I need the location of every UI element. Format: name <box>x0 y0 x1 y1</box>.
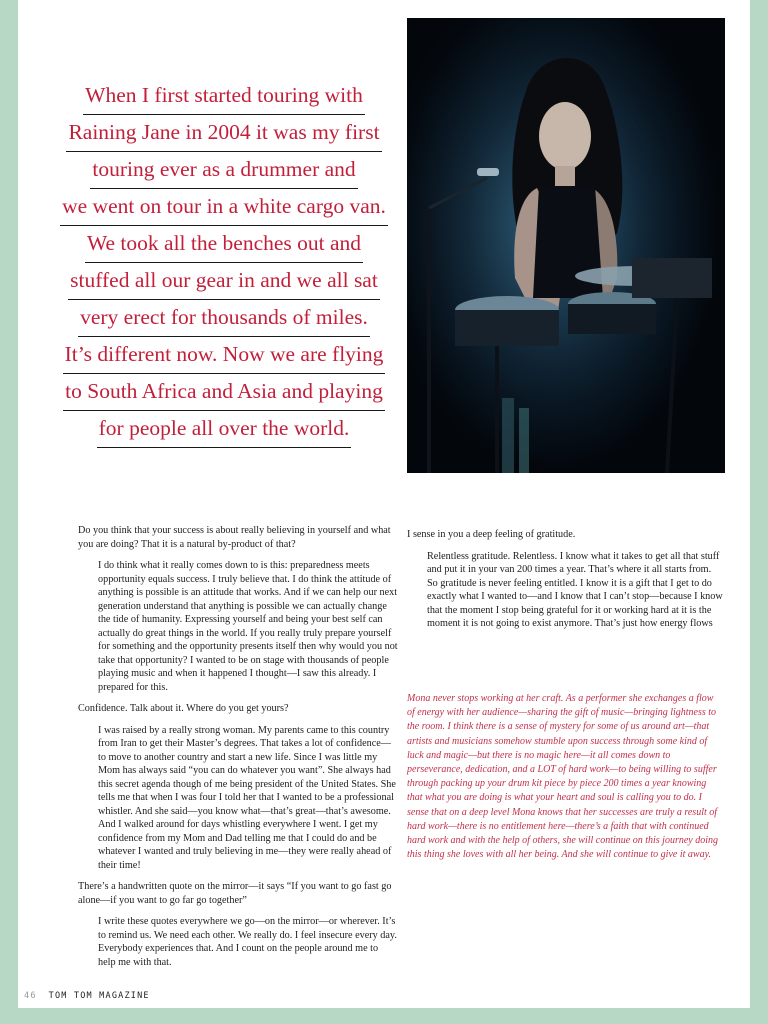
pull-quote-line: We took all the benches out and <box>85 226 363 263</box>
interview-answer: I was raised by a really strong woman. My parents came to this country from Iran to get their Master’s degrees. That takes a lot of confidence—to move to another country and start a new life. Since I was little my Mom has always said “you can do whatever you want”. She always had this secret agenda though of me being president of the United States. She tells me that when I was four I told her that I wanted to be a professional whistler. And she said—you know what—that’s great—that’s awesome. And I walked around for days whistling everywhere I went. I get my confidence from my Mom and Dad telling me that I could do and be whatever I wanted and truly believing in me—they were really ahead of their time! <box>98 724 396 871</box>
pull-quote-line: for people all over the world. <box>97 411 352 448</box>
pull-quote-line: touring ever as a drummer and <box>90 152 357 189</box>
interview-answer: I write these quotes everywhere we go—on the mirror—or wherever. It’s to remind us. We need each other. We really do. I feel insecure every day. Everybody experiences that. And I count on the people around me to help me with that. <box>98 916 397 968</box>
page-footer <box>24 991 150 1001</box>
stage-illustration <box>407 18 725 473</box>
interview-question: Do you think that your success is about really believing in yourself and what you are doing? That it is a natural by-product of that? <box>78 525 391 550</box>
pull-quote-line: It’s different now. Now we are flying <box>63 337 386 374</box>
pull-quote-line: stuffed all our gear in and we all sat <box>68 263 380 300</box>
pull-quote-line: to South Africa and Asia and playing <box>63 374 385 411</box>
pull-quote-line: we went on tour in a white cargo van. <box>60 189 388 226</box>
pull-quote-line: Raining Jane in 2004 it was my first <box>66 115 381 152</box>
interview-question: I sense in you a deep feeling of gratitude. <box>407 529 576 540</box>
magazine-name: TOM TOM MAGAZINE <box>48 991 150 1001</box>
pull-quote-line: very erect for thousands of miles. <box>78 300 370 337</box>
interview-answer: I do think what it really comes down to is this: preparedness meets opportunity equals success. I truly believe that. I do think the attitude of anything is possible is an attitude that works. And if we can help our next generation understand that anything is possible we can actually change the tide of humanity. Expressing yourself and being your best self can actually do great things in the world. If you really truly prepare yourself for something and the opportunity presents itself then why would you not take that opportunity? I wanted to be on stage with thousands of people playing music and when it happened I thought—I saw this already. I prepared for this. <box>98 560 398 693</box>
closing-note: Mona never stops working at her craft. As a performer she exchanges a flow of energy with her audience—sharing the gift of music—bringing lightness to the room. I think there is a sense of mystery for some of us around art—that artists and musicians somehow stumble upon success through some kind of luck and magic—but there is no magic here—it all comes down to perseverance, dedication, and a LOT of hard work—to being willing to suffer through packing up your drum kit piece by piece 200 times a year knowing that what you are doing is what your heart and soul is calling you to do. I sense that on a deep level Mona knows that her successes are truly a result of hard work—there is no entitlement here—there’s a faith that with continued hard work and with the help of others, she will continue on this journey doing this thing she loves with all her being. And she will continue to give it away. <box>407 693 719 861</box>
page-number: 46 <box>24 991 37 1001</box>
interview-question: Confidence. Talk about it. Where do you get yours? <box>78 703 289 714</box>
interview-column-left <box>78 524 398 977</box>
pull-quote-line: When I first started touring with <box>83 78 365 115</box>
interview-column-right <box>407 528 723 639</box>
drummer-photo <box>407 18 725 473</box>
magazine-page <box>18 0 750 1008</box>
interview-answer: Relentless gratitude. Relentless. I know what it takes to get all that stuff and put it in your van 200 times a year. That’s where it all starts from. So gratitude is never feeling entitled. I know it is a gift that I get to do exactly what I wanted to—and I know that I can’t stop—because I know that the moment I stop being grateful for it or working hard at it is the moment it is not going to exist anymore. That’s just how energy flows <box>427 550 723 629</box>
interview-question: There’s a handwritten quote on the mirror—it says “If you want to go fast go alone—if you want to go far go together” <box>78 881 392 906</box>
pull-quote <box>50 78 398 448</box>
